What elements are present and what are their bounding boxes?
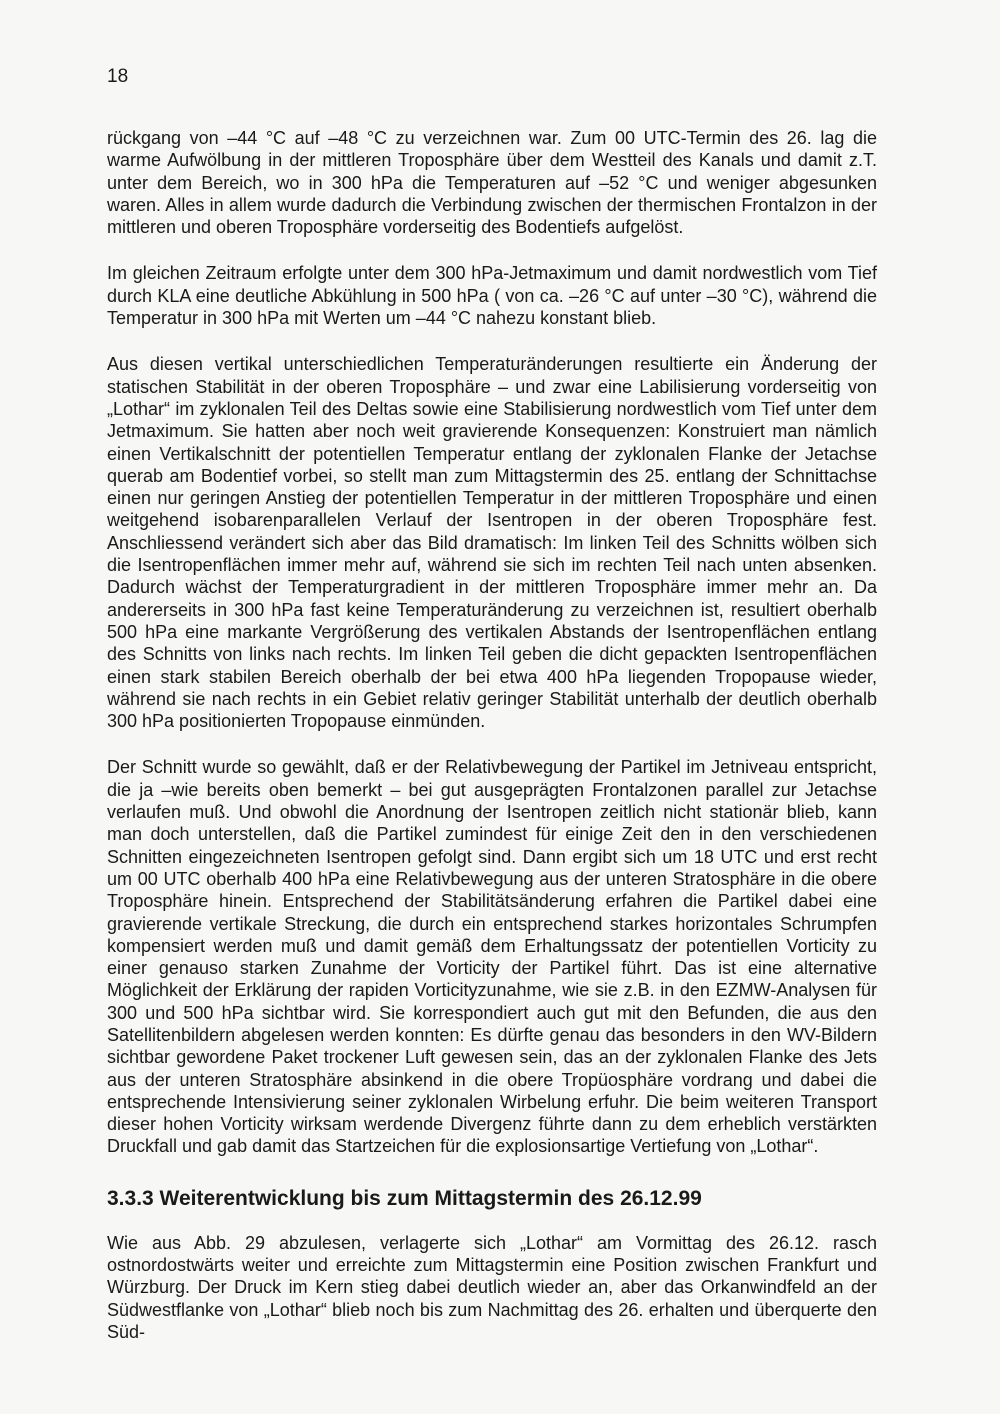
paragraph-4: Der Schnitt wurde so gewählt, daß er der Relativbewegung der Partikel im Jetniveau entspricht, die ja –wie bereits oben bemerkt – bei gut ausgeprägten Frontalzonen parallel zur Jetachse verlaufen muß. Und obwohl die Anordnung der Isentropen zeitlich nicht stationär blieb, kann man doch unterstellen, daß die Partikel zumindest für einige Zeit den in den verschiedenen Schnitten eingezeichneten Isentropen gefolgt sind. Dann ergibt sich um 18 UTC und erst recht um 00 UTC oberhalb 400 hPa eine Relativbewegung aus der unteren Stratosphäre in die obere Troposphäre hinein. Entsprechend der Stabilitätsänderung erfahren die Partikel dabei eine gravierende vertikale Streckung, die durch ein entsprechend starkes horizontales Schrumpfen kompensiert werden muß und damit gemäß dem Erhaltungssatz der potentiellen Vorticity zu einer genauso starken Zunahme der Vorticity der Partikel führt. Das ist eine alternative Möglichkeit der Erklärung der rapiden Vorticityzunahme, wie sie z.B. in den EZMW-Analysen für 300 und 500 hPa sichtbar wird. Sie korrespondiert auch gut mit den Befunden, die aus den Satellitenbildern abgelesen werden konnten: Es dürfte genau das besonders in den WV-Bildern sichtbar gewordene Paket trockener Luft gewesen sein, das an der zyklonalen Flanke des Jets aus der unteren Stratosphäre absinkend in die obere Tropüosphäre vordrang und dabei die entsprechende Intensivierung seiner zyklonalen Wirbelung erfuhr. Die beim weiteren Transport dieser hohen Vorticity wirksam werdende Divergenz führte dann zu dem erheblich verstärkten Druckfall und gab damit das Startzeichen für die explosionsartige Vertiefung von „Lothar“. xyxy=(107,757,877,1157)
paragraph-1: rückgang von –44 °C auf –48 °C zu verzeichnen war. Zum 00 UTC-Termin des 26. lag die warme Aufwölbung in der mittleren Troposphäre über dem Westteil des Kanals und damit z.T. unter dem Bereich, wo in 300 hPa die Temperaturen auf –52 °C und weniger abgesunken waren. Alles in allem wurde dadurch die Verbindung zwischen der thermischen Frontalzon in der mittleren und oberen Troposphäre vorderseitig des Bodentiefs aufgelöst. xyxy=(107,128,877,238)
page-number: 18 xyxy=(107,66,129,87)
paragraph-2: Im gleichen Zeitraum erfolgte unter dem 300 hPa-Jetmaximum und damit nordwestlich vom Tief durch KLA eine deutliche Abkühlung in 500 hPa ( von ca. –26 °C auf unter –30 °C), während die Temperatur in 300 hPa mit Werten um –44 °C nahezu konstant blieb. xyxy=(107,263,877,329)
body-text xyxy=(107,127,877,1367)
paragraph-3: Aus diesen vertikal unterschiedlichen Temperaturänderungen resultierte ein Änderung der statischen Stabilität in der oberen Troposphäre – und zwar eine Labilisierung vorderseitig von „Lothar“ im zyklonalen Teil des Deltas sowie eine Stabilisierung nordwestlich vom Tief unter dem Jetmaximum. Sie hatten aber noch weit gravierende Konsequenzen: Konstruiert man nämlich einen Vertikalschnitt der potentiellen Temperatur entlang der zyklonalen Flanke der Jetachse querab am Bodentief vorbei, so stellt man zum Mittagstermin des 25. entlang der Schnittachse einen nur geringen Anstieg der potentiellen Temperatur in der mittleren Troposphäre und einen weitgehend isobarenparallelen Verlauf der Isentropen in der oberen Troposphäre fest. Anschliessend verändert sich aber das Bild dramatisch: Im linken Teil des Schnitts wölben sich die Isentropenflächen immer mehr auf, während sie sich im rechten Teil nach unten absenken. Dadurch wächst der Temperaturgradient in der mittleren Troposphäre immer mehr an. Da andererseits in 300 hPa fast keine Temperaturänderung zu verzeichnen ist, resultiert oberhalb 500 hPa eine markante Vergrößerung des vertikalen Abstands der Isentropenflächen entlang des Schnitts von links nach rechts. Im linken Teil geben die dicht gepackten Isentropenflächen einen stark stabilen Bereich oberhalb der bei etwa 400 hPa liegenden Tropopause wieder, während sie nach rechts in ein Gebiet relativ geringer Stabilität unterhalb der deutlich oberhalb 300 hPa positionierten Tropopause einmünden. xyxy=(107,354,877,732)
section-heading: 3.3.3 Weiterentwicklung bis zum Mittagstermin des 26.12.99 xyxy=(107,1186,702,1210)
section-paragraph: Wie aus Abb. 29 abzulesen, verlagerte sich „Lothar“ am Vormittag des 26.12. rasch ostnordostwärts weiter und erreichte zum Mittagstermin eine Position zwischen Frankfurt und Würzburg. Der Druck im Kern stieg dabei deutlich wieder an, aber das Orkanwindfeld an der Südwestflanke von „Lothar“ blieb noch bis zum Nachmittag des 26. erhalten und überquerte den Süd- xyxy=(107,1232,877,1342)
